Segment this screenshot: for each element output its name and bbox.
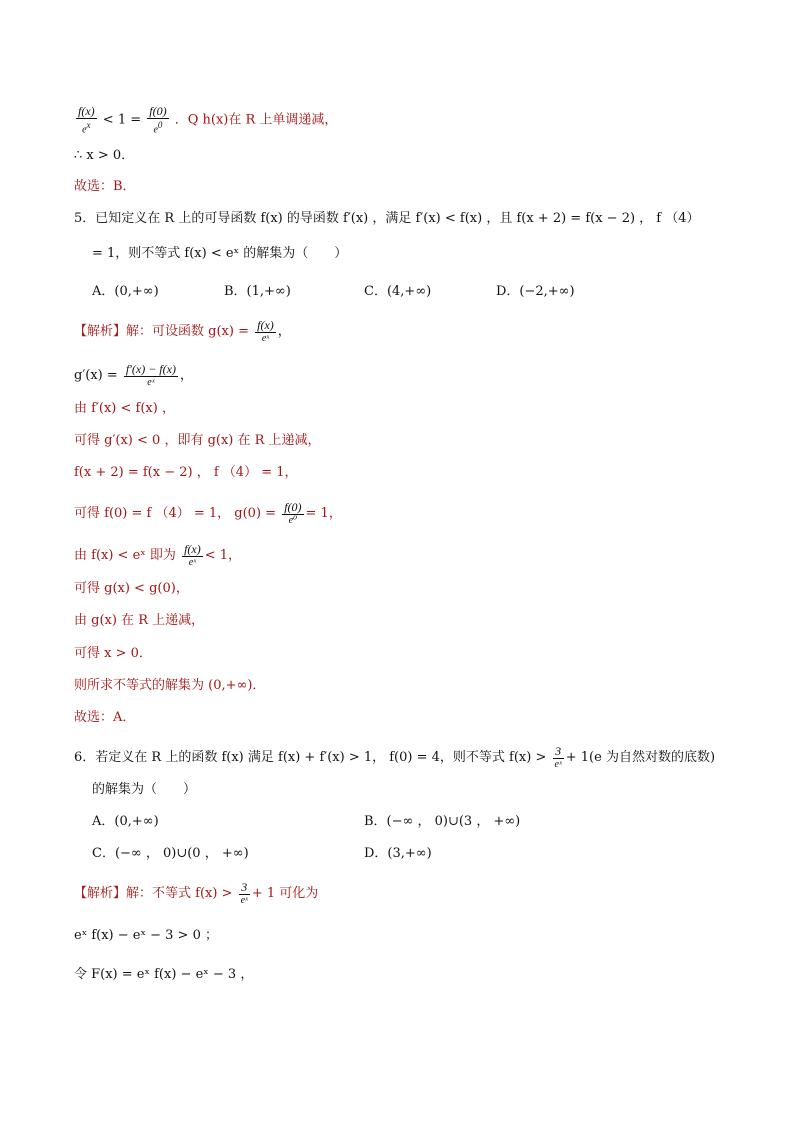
q6-option-d: D．(3,+∞) [364, 846, 432, 861]
q5-option-d: D．(−2,+∞) [496, 284, 575, 299]
sol5-step3: f(x + 2) = f(x − 2) ， f （4） = 1， [74, 465, 298, 480]
gprime-fraction: $\frac{f'(x) - f(x)}{\text{eˣ}}$ [125, 362, 176, 388]
q5-line2: = 1，则不等式 f(x) < eˣ 的解集为（ ） [92, 246, 348, 261]
sol5-lead-line: 【解析】解：可设函数 g(x) = $\frac{f(x)}{\text{eˣ}}$ ， [74, 318, 291, 344]
q6-line2: 的解集为（ ） [92, 782, 197, 797]
q6-fraction: $\frac{3}{\text{eˣ}}$ [554, 744, 562, 770]
fraction-f0-e0: $\frac{f(0)}{e^0}$ [149, 104, 167, 136]
sol5-step9: 则所求不等式的解集为 (0,+∞)． [74, 678, 266, 693]
q5-option-b: B．(1,+∞) [224, 284, 291, 299]
ineq-text: < 1 = [102, 112, 142, 128]
fx-ex-fraction: $\frac{f(x)}{\text{eˣ}}$ [184, 542, 201, 568]
sol6-step1: eˣ f(x) − eˣ − 3 > 0 ； [74, 928, 218, 943]
therefore-line: ∴ x > 0． [74, 148, 135, 163]
q5-line1: 5．已知定义在 R 上的可导函数 f(x) 的导函数 f′(x) ，满足 f′(x) < f(x) ，且 f(x + 2) = f(x − 2) ， f （4） [74, 211, 700, 226]
sol6-lead-line: 【解析】解：不等式 f(x) > $\frac{3}{\text{eˣ}}$ + 1 可化为 [74, 880, 319, 906]
q5-option-c: C．(4,+∞) [364, 284, 432, 299]
q5-option-a: A．(0,+∞) [92, 284, 159, 299]
q6-option-a: A．(0,+∞) [92, 814, 159, 829]
q6-line1: 6．若定义在 R 上的函数 f(x) 满足 f(x) + f′(x) > 1， f(0) = 4，则不等式 f(x) > $\frac{3}{\text{eˣ}}$ + 1(e 为自然对数的底数) [74, 744, 716, 770]
g0-fraction: $\frac{f(0)}{\text{e⁰}}$ [284, 500, 302, 526]
sol5-choose: 故选：A． [74, 710, 136, 725]
fraction-fx-ex: $\frac{f(x)}{e^x}$ [78, 104, 95, 136]
top-tail: ．Q h(x)在 R 上单调递减， [174, 112, 338, 128]
q6-option-b: B．(−∞ ， 0)∪(3 ， +∞) [364, 814, 521, 829]
analysis-tag: 【解析】 [74, 324, 127, 339]
top-line [74, 104, 337, 136]
sol5-step5: 由 f(x) < eˣ 即为 $\frac{f(x)}{\text{eˣ}}$ < 1， [74, 542, 242, 568]
analysis-tag-2: 【解析】 [74, 886, 127, 901]
choose-b: 故选：B． [74, 179, 136, 194]
q6-option-c: C．(−∞ ， 0)∪(0 ， +∞) [92, 846, 249, 861]
sol5-step8: 可得 x > 0． [74, 646, 152, 661]
g-fraction: $\frac{f(x)}{\text{eˣ}}$ [257, 318, 274, 344]
sol5-gprime-line: g′(x) = $\frac{f'(x) - f(x)}{\text{eˣ}}$ ， [74, 362, 193, 388]
sol6-step2: 令 F(x) = eˣ f(x) − eˣ − 3 ， [74, 967, 254, 982]
sol5-step1: 由 f′(x) < f(x) ， [74, 401, 175, 416]
sol5-step7: 由 g(x) 在 R 上递减， [74, 613, 205, 628]
sol6-fraction: $\frac{3}{\text{eˣ}}$ [240, 880, 248, 906]
sol5-step4: 可得 f(0) = f （4） = 1， g(0) = $\frac{f(0)}{\text{e⁰}}$ = 1， [74, 500, 342, 526]
sol5-step2: 可得 g′(x) < 0 ，即有 g(x) 在 R 上递减， [74, 433, 321, 448]
sol5-step6: 可得 g(x) < g(0)， [74, 581, 189, 596]
